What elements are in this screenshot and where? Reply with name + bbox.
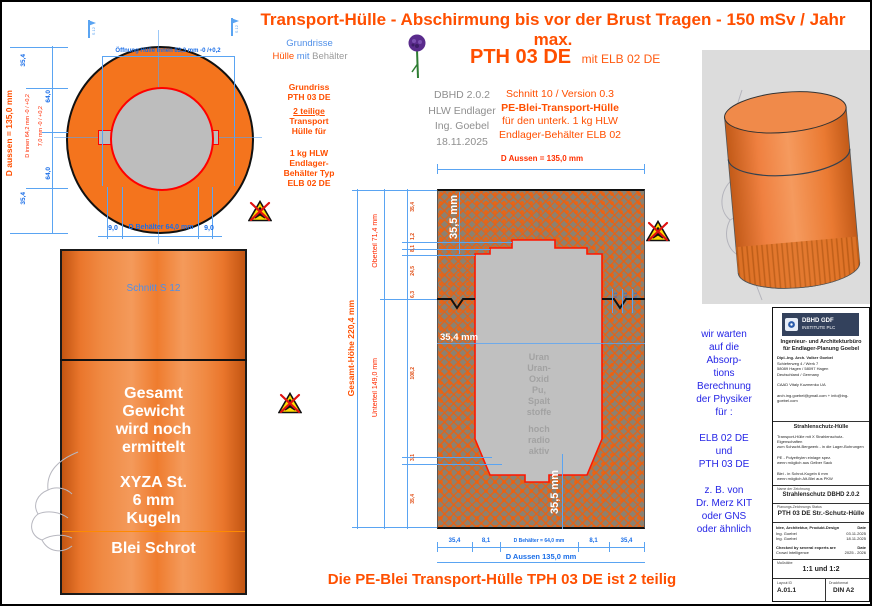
address-line-2: 58089 Hagen / 58097 Hagen [777, 366, 829, 371]
content-line-2: Uran- [527, 363, 551, 373]
content-line-1: Uran [528, 352, 550, 362]
note-line: der Physiker [696, 394, 752, 405]
schnitt-line-3: für den unterk. 1 kg HLW [502, 115, 618, 127]
note-p1b: zum Schacht-Bergwerk - in die Lager-Bohrungen [777, 444, 864, 449]
section-dim-bottom-line [437, 562, 645, 563]
credits-r1-date: Date [857, 525, 866, 530]
schnitt-line-1: Schnitt 10 / Version 0.3 [506, 88, 614, 100]
section-vdim-2 [384, 189, 385, 529]
note-line: tions [713, 368, 735, 379]
credits-r2-date: 03.11.2025 [846, 531, 866, 536]
weight-line-4: ermittelt [121, 439, 186, 456]
address-line-1: Schieferweg 4 / Werk 7 [777, 360, 819, 366]
email-line: arch.ing.goebel@gmail.com + info@ing-goebel.com [777, 392, 849, 403]
credits-r3-date: 18.11.2025 [846, 536, 866, 541]
content-line-6: stoffe [526, 407, 552, 417]
note-line: und [715, 446, 733, 457]
cylinder-fill-line [62, 531, 245, 532]
section-vdim-3 [407, 189, 408, 529]
note-line: ELB 02 DE [699, 433, 749, 444]
note-line: Dr. Merz KIT [695, 498, 753, 509]
kugeln-line-2: 6 mm [132, 492, 175, 509]
plan-tick-1: 35,4 [20, 54, 27, 67]
note-line [664, 419, 784, 432]
cylinder-kugeln-note [60, 474, 247, 528]
meta-line-3: Ing. Goebel [434, 120, 490, 132]
credits-row-3 [776, 536, 866, 541]
plan-dim-left-line [52, 46, 53, 234]
plan-dim-top-label: Öffnung Hülle Innen 82,3 mm -0 /+0,2 [115, 48, 221, 54]
credits-r2-name: Ing. Goebel [776, 531, 797, 536]
note-line: Absorp- [706, 355, 742, 366]
legend-hlw-3: Behälter Typ [283, 168, 335, 178]
kugeln-line-3: Kugeln [126, 510, 181, 527]
note-p3b: wenn möglich Alt-Blei aus PKW [777, 476, 833, 481]
sbt-6 [644, 542, 645, 552]
plan-offset-left: 9,0 [108, 225, 118, 232]
note-p2a: PE - Polyethylen einlage spez. [777, 455, 832, 460]
plan-tick-4: 35,4 [20, 192, 27, 205]
plan-tick-2: 64,0 [45, 90, 52, 103]
plan-dim-outer-label: D aussen = 135,0 mm [4, 90, 14, 177]
print-format-value: DIN A2 [833, 587, 855, 594]
plan-tick-3: 64,0 [45, 167, 52, 180]
cylinder-schnitt-label: Schnitt S 12 [126, 283, 181, 294]
section-dim-bottom-label: D Aussen 135,0 mm [482, 552, 600, 561]
section-dim-b2: 8,1 [481, 538, 491, 544]
schnitt-line-2: PE-Blei-Transport-Hülle [501, 101, 619, 114]
legend-hlw-1: 1 kg HLW [289, 148, 329, 158]
section-dim-355bot-line [562, 454, 563, 529]
section-rtick-2: 6,1 [623, 292, 628, 299]
physics-wait-note [664, 328, 784, 536]
plan-ext-3 [42, 132, 68, 133]
title-block [772, 307, 870, 602]
note-line: auf die [708, 342, 740, 353]
note-line: oder GNS [701, 511, 747, 522]
container-content-text [489, 352, 589, 457]
credits-r3-name: Ing. Goebel [776, 536, 797, 541]
section-vdim-1 [357, 189, 358, 529]
render-3d-cylinder [702, 50, 870, 304]
meta-line-1: DBHD 2.0.2 [433, 89, 491, 101]
legend-teilig-3: Hülle für [291, 126, 327, 136]
office-line-1: Ingenieur- und Architekturbüro [780, 339, 862, 345]
tb-divider [773, 559, 869, 560]
status-value: PTH 03 DE Str.-Schutz-Hülle [777, 510, 865, 517]
content-line-4: Pu, [531, 385, 546, 395]
section-dim-354-line [437, 343, 645, 344]
legend-behaelter: Behälter [312, 51, 348, 62]
pth-subtitle: mit ELB 02 DE [581, 52, 661, 66]
credits-r4-date: Date [857, 545, 866, 550]
section-tick-1: 35,4 [410, 202, 416, 212]
section-tick-3: 8,1 [410, 245, 416, 252]
plan-container-circle [110, 87, 214, 191]
drawing-name-value: Strahlenschutz DBHD 2.0.2 [782, 492, 860, 498]
footer-title: Die PE-Blei Transport-Hülle TPH 03 DE ist 2 teilig [327, 571, 677, 588]
pth-title: PTH 03 DE [470, 46, 572, 68]
plan-dim-notch-label: 7,0 mm -0 / +0,2 [38, 106, 44, 147]
section-hconn-2 [380, 299, 437, 300]
section-heading: Strahlenschutz-Hülle [793, 424, 849, 430]
meta-line-2: HLW Endlager [428, 104, 496, 117]
tb-divider [773, 421, 869, 422]
logo-icon [785, 318, 798, 331]
cylinder-blei-label: Blei Schrot [111, 540, 196, 557]
plan-ext-5 [10, 233, 68, 234]
section-rtick-1: 8,1 [613, 292, 618, 299]
credits-row-1 [776, 525, 866, 530]
section-dim-top-tick-r [644, 164, 645, 174]
section-lbl-354: 35,4 mm [440, 332, 479, 343]
office-address [777, 355, 867, 404]
person-name: Dipl.-Ing. Arch. Volker Goebel [777, 355, 834, 360]
note-line: für : [715, 407, 733, 418]
plan-view [2, 2, 272, 247]
section-dim-b4: 8,1 [589, 538, 598, 544]
section-hconn-6 [402, 255, 475, 256]
logo-line-2: INSTITUTE PLC [802, 325, 836, 330]
logo-line-1: DBHD GDF [802, 318, 834, 324]
section-hconn-3 [352, 527, 437, 528]
note-line: PTH 03 DE [698, 459, 750, 470]
cylinder-lid-joint-line [60, 359, 247, 361]
section-lbl-355-bot: 35,5 mm [549, 470, 561, 515]
note-line: Berechnung [697, 381, 751, 392]
note-line: z. B. von [704, 485, 744, 496]
note-line [664, 471, 784, 484]
content-line-8: radio [527, 435, 550, 445]
section-tick-8: 35,4 [410, 494, 416, 504]
legend-teilig-1: 2 teilige [293, 106, 325, 116]
section-h-total-label: Gesamt-Höhe 220,4 mm [346, 300, 356, 397]
section-tick-4: 24,5 [410, 266, 416, 276]
section-hconn-1 [352, 190, 437, 191]
cylinder-section-view [2, 237, 322, 602]
tb-divider [773, 578, 869, 579]
material-notes [777, 434, 867, 481]
flower-icon [405, 34, 429, 80]
section-h-bottom-label: Unterteil 149,0 mm [372, 358, 379, 418]
tb-divider [773, 522, 869, 523]
plan-dim-top-line [102, 56, 234, 57]
drawing-name-label: Name der Zeichnung [777, 487, 810, 491]
no-radiation-icon [248, 200, 272, 222]
legend-grundriss-block [270, 82, 348, 102]
weight-line-2: Gewicht [122, 403, 185, 420]
legend-teilige-block [270, 106, 348, 136]
sheet-title: Transport-Hülle - Abschirmung bis vor der Brust Tragen - 150 mSv / Jahr max. [260, 10, 846, 49]
section-dim-b5: 35,4 [620, 538, 633, 544]
section-lbl-355-top: 35,5 mm [448, 195, 460, 240]
office-name [773, 339, 869, 353]
section-h-top-label: Oberteil 71,4 mm [372, 214, 379, 268]
cylinder-weight-note [60, 385, 247, 457]
legend-hlw-4: ELB 02 DE [287, 178, 331, 188]
plan-offset-right: 9,0 [204, 225, 214, 232]
legend-grundriss-1: Grundriss [288, 82, 330, 92]
tb-vdivider [825, 578, 826, 601]
layout-id-label: Layout ID [777, 581, 792, 585]
section-tick-7: 3,1 [410, 454, 416, 461]
schnitt-info-block [470, 88, 650, 142]
legend-huelle-mit-behaelter [254, 51, 366, 62]
plan-ext-1 [10, 47, 68, 48]
section-dim-b1: 35,4 [448, 538, 461, 544]
plan-dim-inner-label: D innen 64,2 mm -0 / +0,2 [25, 94, 31, 158]
section-dim-b-line [437, 547, 645, 548]
render-3d-panel [702, 50, 870, 304]
content-line-7: hoch [528, 424, 550, 434]
legend-hlw-block [268, 148, 350, 188]
section-dim-top-tick-l [437, 164, 438, 174]
section-dim-top-label: D Aussen = 135,0 mm [500, 154, 584, 163]
note-line: wir warten [701, 329, 747, 340]
status-label: Planungs-Zeichnungs Status [777, 505, 822, 509]
meta-line-4: 18.11.2025 [436, 135, 488, 148]
scale-label: Maßstäbe [777, 561, 793, 565]
section-rtick-3: 5,1 [633, 292, 638, 299]
section-dim-b3: D Behälter = 64,0 mm [513, 538, 565, 544]
content-line-5: Spalt [527, 396, 550, 406]
plan-dim-bottom-label: D Behälter 64,0 mm [128, 224, 194, 231]
note-p1a: Transport-Hülle mit X Strahlenschutz-Eigenschaften [777, 434, 844, 444]
content-line-3: Oxid [528, 374, 549, 384]
credits-r4-label: Checked by several experts are [776, 545, 836, 550]
legend-mit: mit [296, 51, 310, 62]
company-logo [782, 313, 859, 336]
print-format-label: Druckformat [829, 581, 849, 585]
section-flag-right-label: S 12 [234, 25, 239, 34]
credits-row-5 [776, 550, 866, 555]
credits-r5-name: Crowd Intelligence [776, 550, 809, 555]
weight-line-3: wird noch [115, 421, 192, 438]
legend-huelle: Hülle [272, 51, 295, 62]
note-p2b: wenn möglich aus Gelber Sack [777, 460, 833, 465]
section-flag-left-label: S 12 [91, 27, 96, 36]
legend-grundrisse: Grundrisse [286, 38, 333, 49]
layout-id-value: A.01.1 [777, 587, 797, 594]
section-tick-6: 108,2 [410, 367, 416, 380]
content-line-9: aktiv [528, 446, 550, 456]
legend-grundriss-2: PTH 03 DE [287, 92, 331, 102]
caad-credit: CAAD Vitaly Kuzmenko UA [777, 382, 826, 387]
hand-sketch [18, 442, 84, 562]
section-tick-5: 6,3 [410, 291, 416, 298]
no-radiation-icon [278, 392, 302, 414]
office-line-2: für Endlager-Planung Goebel [782, 346, 860, 352]
scale-value: 1:1 und 1:2 [802, 566, 840, 573]
tb-divider [773, 503, 869, 504]
legend-hlw-2: Endlager- [289, 158, 329, 168]
section-hconn-4 [402, 242, 512, 243]
legend-teilig-2: Transport [289, 116, 329, 126]
section-tick-2: 1,2 [410, 233, 416, 240]
section-hconn-8 [402, 464, 502, 465]
note-line: oder ähnlich [696, 524, 752, 535]
schnitt-line-4: Endlager-Behälter ELB 02 [499, 128, 621, 141]
plan-guide-1 [102, 56, 103, 186]
no-radiation-icon [646, 220, 670, 242]
tb-divider [773, 485, 869, 486]
plan-guide-2 [234, 56, 235, 186]
section-dim-top-line [437, 169, 645, 170]
credits-r5-date: 2025 - 2026 [844, 550, 866, 555]
kugeln-line-1: XYZA St. [120, 474, 187, 491]
pth-title-row [470, 46, 690, 69]
note-p3a: Blei - in Schrot-Kugeln 6 mm [777, 471, 828, 476]
address-line-3: Deutschland / Germany [777, 371, 820, 377]
credits-r1-label: Idee, Architektur, Produkt-Design [776, 525, 840, 530]
weight-line-1: Gesamt [124, 385, 183, 402]
plan-ext-4 [26, 188, 68, 189]
